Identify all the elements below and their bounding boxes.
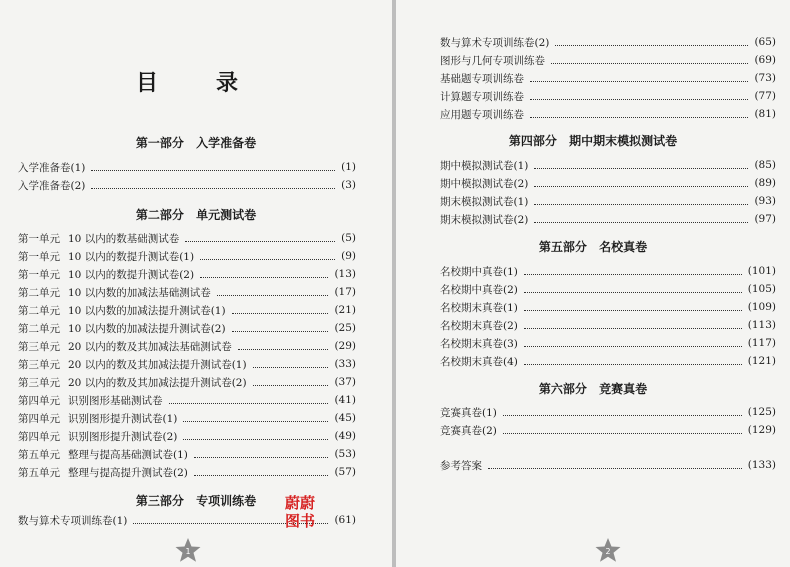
- entry-page: (13): [334, 268, 356, 280]
- entry-page: (33): [334, 358, 356, 370]
- page-number-star: [175, 537, 201, 563]
- toc-entry[interactable]: [440, 263, 776, 279]
- entry-label: 10 以内数的加减法基础测试卷: [68, 286, 211, 299]
- part3-name: 专项训练卷: [196, 494, 257, 508]
- leader-dots: [551, 63, 748, 64]
- entry-label: 10 以内数的加减法提升测试卷(2): [68, 322, 226, 335]
- leader-dots: [530, 81, 748, 82]
- entry-label: 应用题专项训练卷: [440, 108, 524, 121]
- toc-entry[interactable]: [440, 34, 776, 50]
- part6-heading: [396, 380, 790, 397]
- leader-dots: [185, 241, 335, 242]
- toc-entry[interactable]: [18, 392, 356, 408]
- entry-page: (17): [334, 286, 356, 298]
- leader-dots: [253, 367, 329, 368]
- leader-dots: [534, 186, 748, 187]
- entry-page: (109): [747, 301, 776, 313]
- leader-dots: [534, 204, 748, 205]
- entry-page: (65): [754, 36, 776, 48]
- toc-entry[interactable]: [18, 230, 356, 246]
- entry-label: 名校期中真卷(1): [440, 265, 518, 278]
- entry-label: 期中模拟测试卷(2): [440, 177, 529, 190]
- entry-unit: 第四单元: [18, 394, 60, 407]
- toc-entry[interactable]: [18, 284, 356, 300]
- leader-dots: [200, 259, 335, 260]
- toc-entry[interactable]: [18, 374, 356, 390]
- entry-page: (49): [334, 430, 356, 442]
- stamp-line1: 蔚蔚: [284, 494, 315, 512]
- entry-page: (57): [334, 466, 356, 478]
- leader-dots: [534, 222, 748, 223]
- toc-entry[interactable]: [440, 88, 776, 104]
- part2-number: 第二部分: [135, 208, 184, 222]
- entry-label: 10 以内数的加减法提升测试卷(1): [68, 304, 226, 317]
- page-number-star: [595, 537, 621, 563]
- leader-dots: [530, 99, 748, 100]
- stamp-line2: 图书: [284, 512, 315, 530]
- leader-dots: [488, 468, 742, 469]
- toc-entry[interactable]: [18, 338, 356, 354]
- toc-entry[interactable]: [440, 404, 776, 420]
- entry-page: (5): [341, 232, 356, 244]
- entry-page: (125): [747, 406, 776, 418]
- toc-entry[interactable]: [440, 70, 776, 86]
- toc-entry[interactable]: [18, 159, 356, 175]
- entry-label: 图形与几何专项训练卷: [440, 54, 545, 67]
- toc-entry[interactable]: [440, 157, 776, 173]
- entry-label: 20 以内的数及其加减法提升测试卷(2): [68, 376, 247, 389]
- leader-dots: [232, 331, 329, 332]
- entry-label: 识别图形提升测试卷(2): [68, 430, 178, 443]
- entry-label: 名校期末真卷(4): [440, 355, 518, 368]
- leader-dots: [524, 310, 742, 311]
- part4-heading: [396, 132, 790, 149]
- entry-page: (61): [334, 514, 356, 526]
- entry-page: (25): [334, 322, 356, 334]
- entry-page: (37): [334, 376, 356, 388]
- entry-label: 名校期末真卷(3): [440, 337, 518, 350]
- entry-page: (21): [334, 304, 356, 316]
- entry-label: 识别图形提升测试卷(1): [68, 412, 178, 425]
- entry-page: (81): [754, 108, 776, 120]
- entry-label: 参考答案: [440, 459, 482, 472]
- toc-entry[interactable]: [18, 302, 356, 318]
- page-number: 1: [185, 547, 191, 556]
- toc-entry[interactable]: [440, 106, 776, 122]
- part1-number: 第一部分: [135, 136, 184, 150]
- entry-page: (89): [754, 177, 776, 189]
- entry-label: 期末模拟测试卷(1): [440, 195, 529, 208]
- entry-label: 整理与提高基础测试卷(1): [68, 448, 188, 461]
- leader-dots: [238, 349, 329, 350]
- entry-label: 入学准备卷(1): [18, 161, 86, 174]
- toc-entry[interactable]: [18, 248, 356, 264]
- entry-label: 名校期中真卷(2): [440, 283, 518, 296]
- toc-entry[interactable]: [18, 320, 356, 336]
- leader-dots: [91, 188, 335, 189]
- entry-page: (41): [334, 394, 356, 406]
- leader-dots: [530, 117, 748, 118]
- leader-dots: [524, 346, 742, 347]
- leader-dots: [555, 45, 748, 46]
- leader-dots: [169, 403, 329, 404]
- entry-unit: 第四单元: [18, 430, 60, 443]
- entry-unit: 第一单元: [18, 268, 60, 281]
- toc-entry[interactable]: [440, 317, 776, 333]
- entry-label: 数与算术专项训练卷(2): [440, 36, 550, 49]
- leader-dots: [91, 170, 335, 171]
- entry-label: 20 以内的数及其加减法基础测试卷: [68, 340, 232, 353]
- part5-number: 第五部分: [538, 240, 587, 254]
- entry-unit: 第一单元: [18, 250, 60, 263]
- entry-label: 10 以内的数提升测试卷(1): [68, 250, 195, 263]
- entry-page: (45): [334, 412, 356, 424]
- leader-dots: [524, 292, 742, 293]
- toc-entry[interactable]: [440, 281, 776, 297]
- entry-page: (1): [341, 161, 356, 173]
- leader-dots: [503, 415, 742, 416]
- entry-label: 整理与提高提升测试卷(2): [68, 466, 188, 479]
- entry-label: 数与算术专项训练卷(1): [18, 514, 128, 527]
- star-icon: [175, 537, 201, 563]
- entry-unit: 第五单元: [18, 448, 60, 461]
- leader-dots: [183, 439, 328, 440]
- toc-entry[interactable]: [18, 464, 356, 480]
- entry-page: (85): [754, 159, 776, 171]
- entry-label: 名校期末真卷(2): [440, 319, 518, 332]
- entry-unit: 第四单元: [18, 412, 60, 425]
- entry-label: 期中模拟测试卷(1): [440, 159, 529, 172]
- part4-name: 期中期末模拟测试卷: [569, 134, 678, 148]
- entry-unit: 第三单元: [18, 376, 60, 389]
- toc-entry[interactable]: [440, 422, 776, 438]
- leader-dots: [524, 364, 742, 365]
- part6-name: 竞赛真卷: [599, 382, 648, 396]
- entry-page: (9): [341, 250, 356, 262]
- entry-page: (73): [754, 72, 776, 84]
- leader-dots: [194, 475, 329, 476]
- toc-entry[interactable]: [440, 193, 776, 209]
- entry-page: (97): [754, 213, 776, 225]
- star-icon: [595, 537, 621, 563]
- leader-dots: [200, 277, 328, 278]
- entry-unit: 第三单元: [18, 340, 60, 353]
- toc-title: 目 录: [135, 70, 256, 96]
- entry-label: 竞赛真卷(2): [440, 424, 497, 437]
- entry-page: (129): [747, 424, 776, 436]
- entry-page: (121): [747, 355, 776, 367]
- entry-page: (105): [747, 283, 776, 295]
- entry-page: (117): [747, 337, 776, 349]
- entry-label: 20 以内的数及其加减法提升测试卷(1): [68, 358, 247, 371]
- toc-entry[interactable]: [18, 428, 356, 444]
- page-number: 2: [605, 547, 611, 556]
- leader-dots: [232, 313, 329, 314]
- entry-label: 入学准备卷(2): [18, 179, 86, 192]
- entry-page: (93): [754, 195, 776, 207]
- toc-entry[interactable]: [440, 353, 776, 369]
- part5-name: 名校真卷: [599, 240, 648, 254]
- entry-label: 10 以内的数提升测试卷(2): [68, 268, 195, 281]
- entry-unit: 第二单元: [18, 286, 60, 299]
- entry-label: 10 以内的数基础测试卷: [68, 232, 180, 245]
- part5-heading: [396, 238, 790, 255]
- part2-name: 单元测试卷: [196, 208, 257, 222]
- toc-entry-answers[interactable]: [440, 457, 776, 473]
- entry-page: (113): [747, 319, 776, 331]
- entry-label: 竞赛真卷(1): [440, 406, 497, 419]
- toc-entry[interactable]: [440, 211, 776, 227]
- left-page: [0, 0, 392, 567]
- leader-dots: [183, 421, 328, 422]
- part3-heading: [0, 492, 392, 509]
- part6-number: 第六部分: [538, 382, 587, 396]
- leader-dots: [534, 168, 748, 169]
- part3-number: 第三部分: [135, 494, 184, 508]
- leader-dots: [194, 457, 329, 458]
- entry-page: (69): [754, 54, 776, 66]
- entry-page: (101): [747, 265, 776, 277]
- right-page: [396, 0, 790, 567]
- entry-unit: 第二单元: [18, 322, 60, 335]
- entry-label: 期末模拟测试卷(2): [440, 213, 529, 226]
- entry-unit: 第三单元: [18, 358, 60, 371]
- entry-label: 识别图形基础测试卷: [68, 394, 163, 407]
- toc-entry[interactable]: [18, 356, 356, 372]
- publisher-stamp: [280, 494, 320, 530]
- entry-label: 基础题专项训练卷: [440, 72, 524, 85]
- toc-entry[interactable]: [18, 410, 356, 426]
- toc-entry[interactable]: [18, 266, 356, 282]
- entry-page: (29): [334, 340, 356, 352]
- entry-label: 名校期末真卷(1): [440, 301, 518, 314]
- toc-entry[interactable]: [440, 175, 776, 191]
- toc-entry[interactable]: [18, 446, 356, 462]
- entry-page: (77): [754, 90, 776, 102]
- leader-dots: [217, 295, 329, 296]
- entry-unit: 第五单元: [18, 466, 60, 479]
- toc-entry[interactable]: [440, 335, 776, 351]
- entry-page: (133): [747, 459, 776, 471]
- part2-heading: [0, 206, 392, 223]
- entry-unit: 第二单元: [18, 304, 60, 317]
- entry-unit: 第一单元: [18, 232, 60, 245]
- leader-dots: [253, 385, 329, 386]
- leader-dots: [503, 433, 742, 434]
- part1-name: 入学准备卷: [196, 136, 257, 150]
- entry-page: (3): [341, 179, 356, 191]
- entry-page: (53): [334, 448, 356, 460]
- toc-entry[interactable]: [440, 299, 776, 315]
- leader-dots: [524, 328, 742, 329]
- entry-label: 计算题专项训练卷: [440, 90, 524, 103]
- part1-heading: [0, 134, 392, 151]
- toc-entry[interactable]: [440, 52, 776, 68]
- leader-dots: [524, 274, 742, 275]
- toc-entry[interactable]: [18, 177, 356, 193]
- part4-number: 第四部分: [508, 134, 557, 148]
